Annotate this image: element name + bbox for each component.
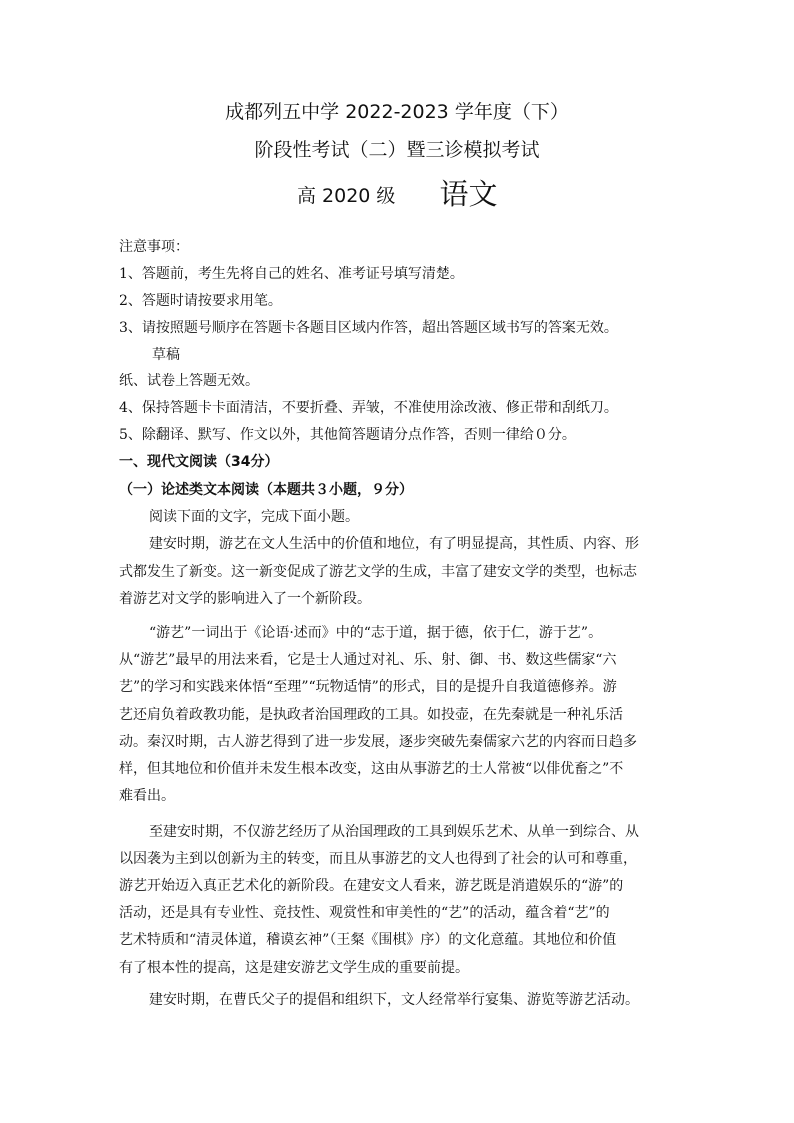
grade-label: 高 2020 级 [297,185,396,207]
passage-line: 建安时期，在曹氏父子的提倡和组织下，文人经常举行宴集、游览等游艺活动。 [149,992,639,1008]
subject-label: 语文 [439,177,498,211]
passage-line: 活动，还是具有专业性、竞技性、观赏性和审美性的“艺”的活动，蕴含着“艺”的 [119,905,610,921]
passage-line: 艺术特质和“清灵体道，稽谟玄神”（王粲《围棋》序）的文化意蕴。其地位和价值 [119,932,617,948]
notice-item-3-cont: 草稿 [152,347,180,363]
passage-line: 式都发生了新变。这一新变促成了游艺文学的生成，丰富了建安文学的类型，也标志 [119,564,637,580]
notice-item-3-end: 纸、试卷上答题无效。 [119,373,259,389]
passage-line: 从“游艺”最早的用法来看，它是士人通过对礼、乐、射、御、书、数这些儒家“六 [119,652,617,668]
notice-item-4: 4、保持答题卡卡面清洁，不要折叠、弄皱，不准使用涂改液、修正带和刮纸刀。 [119,400,618,416]
passage-line: 艺”的学习和实践来体悟“至理”“玩物适情”的形式，目的是提升自我道德修养。游 [119,679,617,695]
school-title: 成都列五中学 2022-2023 学年度（下） [225,101,569,123]
passage-line: “游艺”一词出于《论语·述而》中的“志于道，据于德，依于仁，游于艺”。 [149,625,603,641]
notice-item-5: 5、除翻译、默写、作文以外，其他简答题请分点作答，否则一律给０分。 [119,427,576,443]
exam-title: 阶段性考试（二）暨三诊模拟考试 [254,139,540,161]
passage-line: 动。秦汉时期，古人游艺得到了进一步发展，逐步突破先秦儒家六艺的内容而日趋多 [119,734,637,750]
notice-item-1: 1、答题前，考生先将自己的姓名、准考证号填写清楚。 [119,266,464,282]
grade-subject-line [297,170,497,211]
section-title: 一、现代文阅读（34分） [119,454,279,470]
passage-line: 样，但其地位和价值并未发生根本改变，这由从事游艺的士人常被“以俳优畜之”不 [119,761,624,777]
passage-line: 至建安时期，不仅游艺经历了从治国理政的工具到娱乐艺术、从单一到综合、从 [149,824,639,840]
passage-line: 艺还肩负着政教功能，是执政者治国理政的工具。如投壶，在先秦就是一种礼乐活 [119,707,623,723]
passage-line: 难看出。 [119,788,175,804]
passage-line: 有了根本性的提高，这是建安游艺文学生成的重要前提。 [119,960,469,976]
notice-item-2: 2、答题时请按要求用笔。 [119,293,282,309]
notice-item-3: 3、请按照题号顺序在答题卡各题目区域内作答，超出答题区域书写的答案无效。 [119,320,618,336]
reading-instruction: 阅读下面的文字，完成下面小题。 [149,509,359,525]
passage-line: 以因袭为主到以创新为主的转变，而且从事游艺的文人也得到了社会的认可和尊重， [119,851,637,867]
passage-line: 建安时期，游艺在文人生活中的价值和地位，有了明显提高，其性质、内容、形 [149,536,639,552]
notice-heading: 注意事项： [119,239,189,255]
passage-line: 着游艺对文学的影响进入了一个新阶段。 [119,591,371,607]
passage-line: 游艺开始迈入真正艺术化的新阶段。在建安文人看来，游艺既是消遣娱乐的“游”的 [119,878,624,894]
section-subtitle: （一）论述类文本阅读（本题共３小题，９分） [119,482,413,498]
